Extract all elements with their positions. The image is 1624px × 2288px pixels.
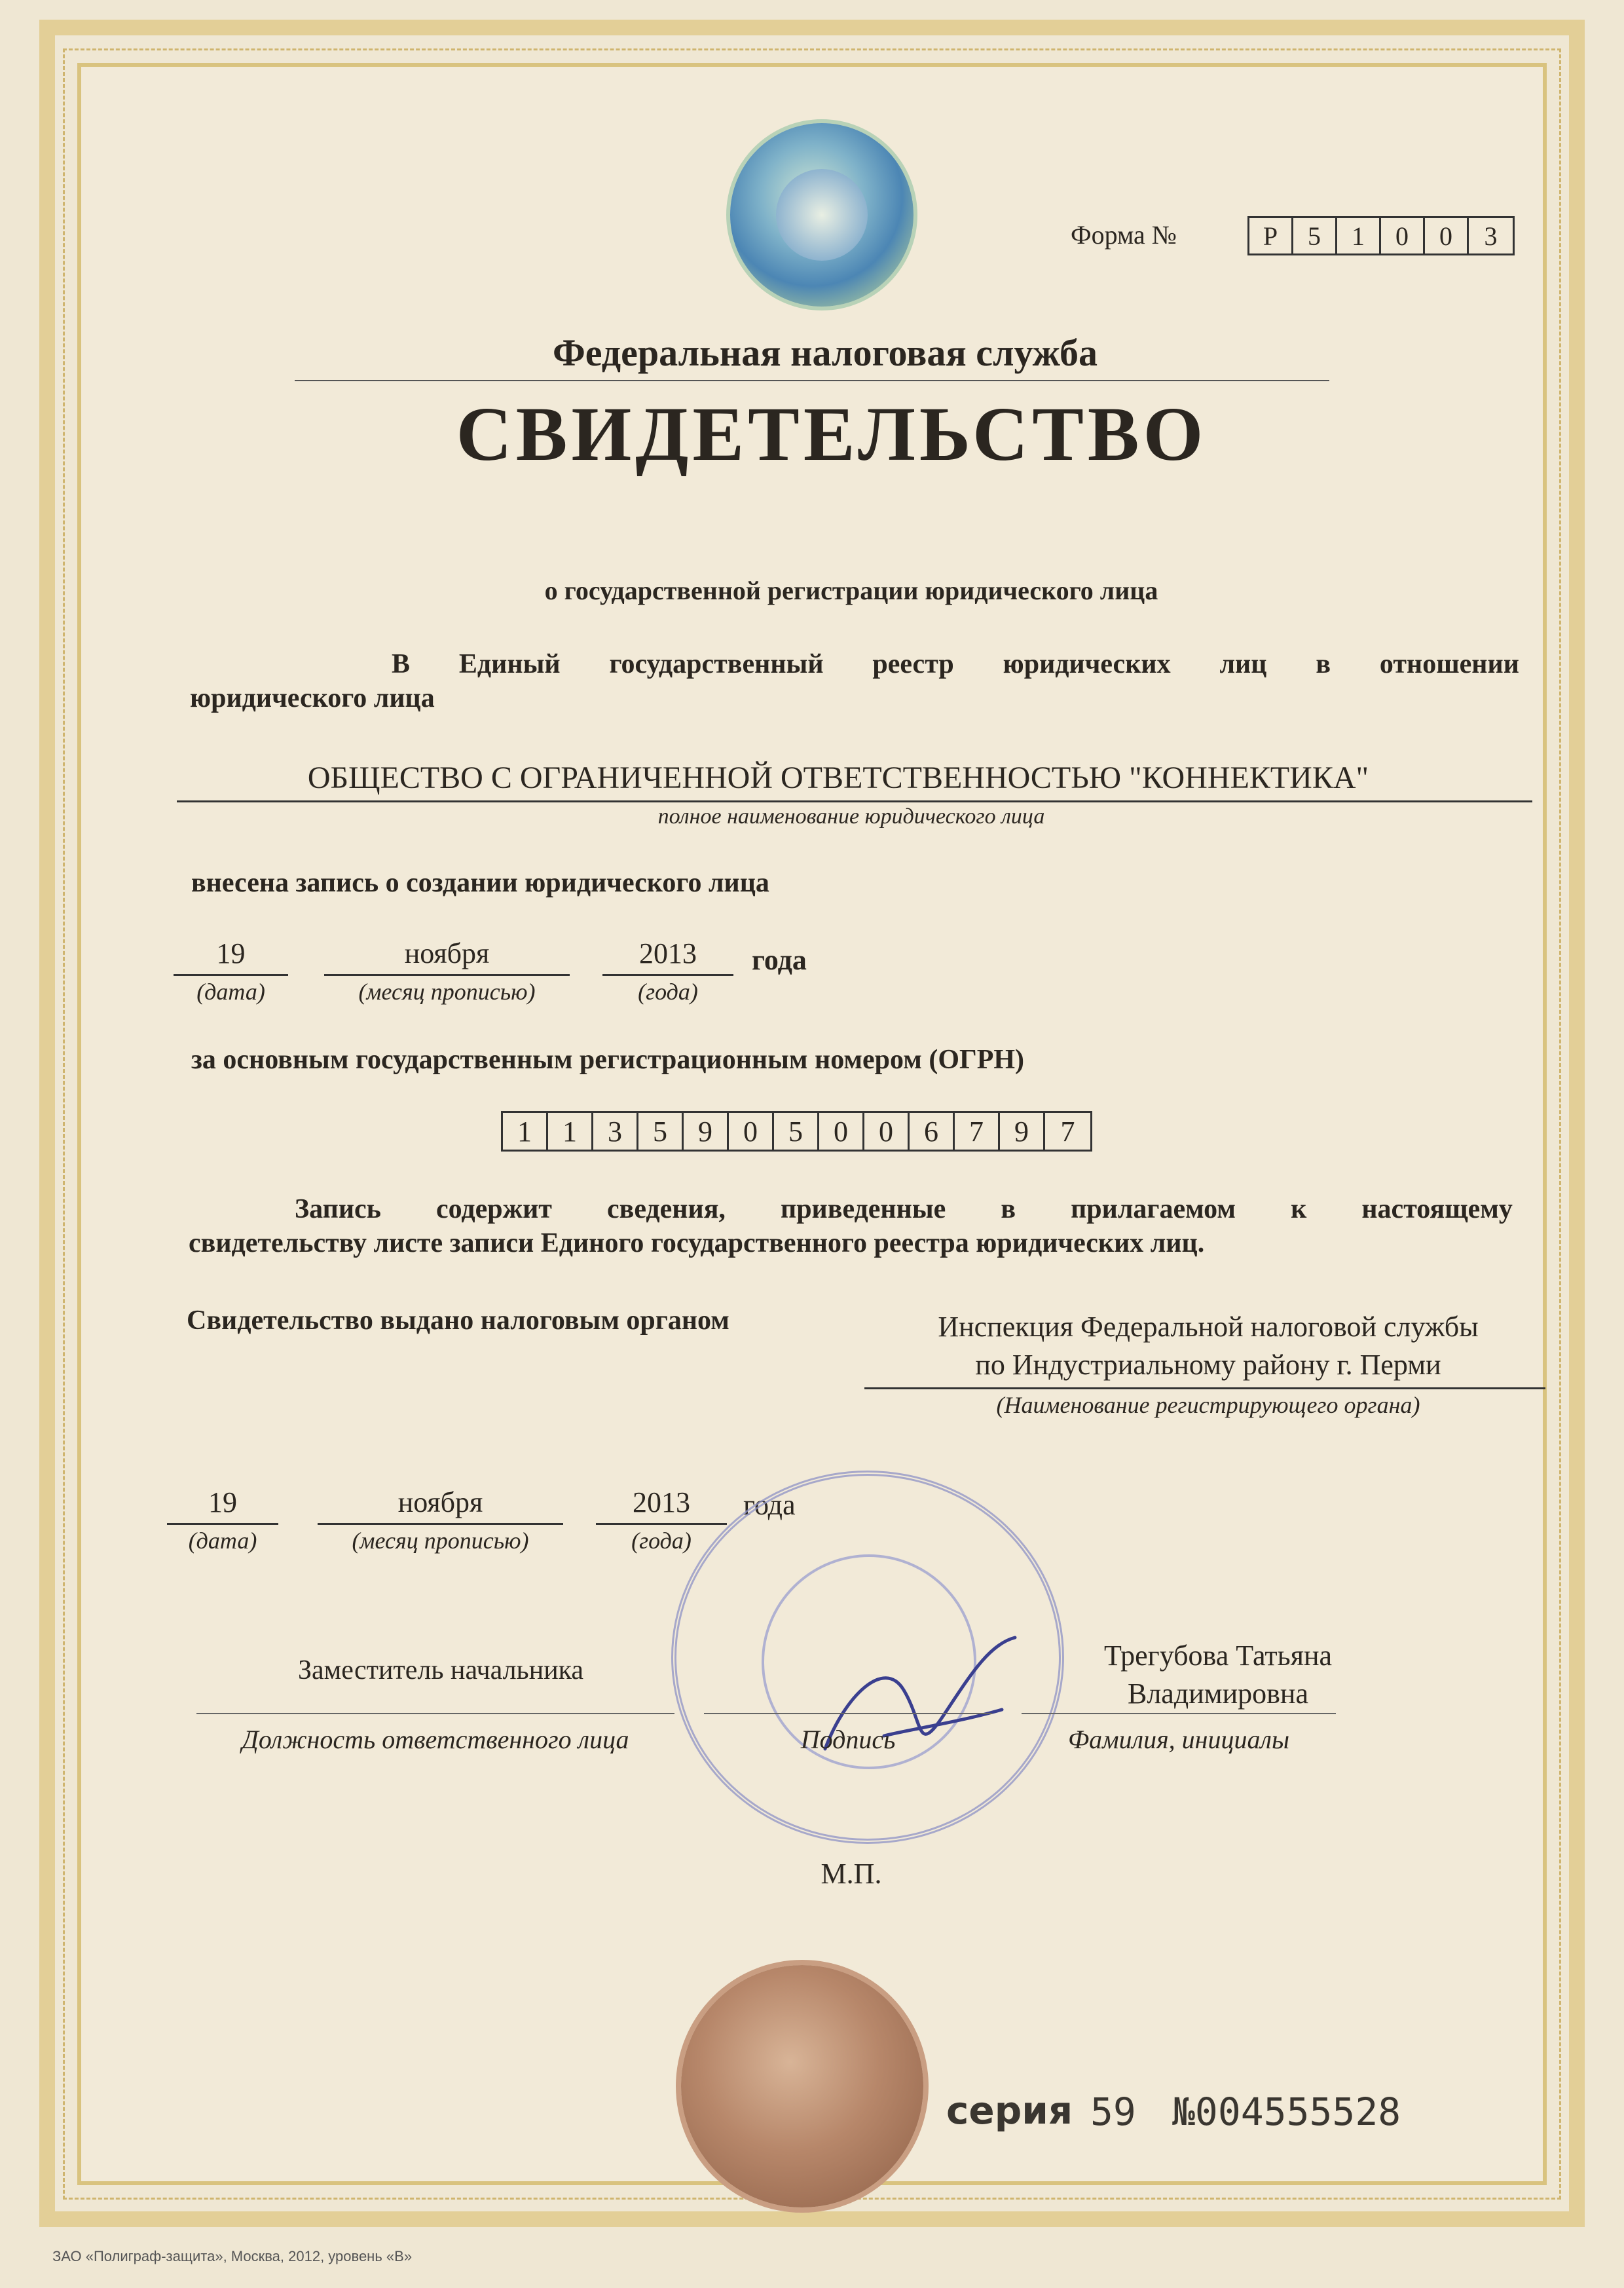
serial-number: №004555528 [1172,2090,1401,2134]
issuer-label: Свидетельство выдано налоговым органом [187,1305,729,1336]
date2-year-caption: (года) [631,1528,692,1554]
official-name-line-2: Владимировна [1127,1678,1308,1710]
date2-year: 2013 [633,1486,690,1518]
form-digit: 0 [1381,218,1425,253]
name-caption: Фамилия, инициалы [1067,1725,1290,1754]
date1-day-caption: (дата) [196,979,265,1005]
date1-year-rule [602,974,733,976]
ogrn-digit: 5 [638,1113,684,1150]
ogrn-digit: 1 [548,1113,593,1150]
stamp-place: М.П. [821,1858,882,1890]
intro-line-2: юридического лица [190,683,435,713]
printer-footer: ЗАО «Полиграф-защита», Москва, 2012, уровень «В» [52,2248,413,2264]
date2-year-rule [596,1523,727,1525]
date2-day: 19 [208,1486,237,1518]
series-label: серия [946,2088,1073,2133]
date1-month-caption: (месяц прописью) [358,979,536,1005]
certificate-title: СВИДЕТЕЛЬСТВО [456,391,1208,477]
ogrn-digit: 7 [1060,1115,1075,1148]
official-name-line-1: Трегубова Татьяна [1103,1640,1333,1672]
signature-caption: Подпись [800,1725,896,1754]
gold-emblem-seal-icon [681,1965,923,2207]
signature-rule [704,1713,992,1714]
form-number-cells [1247,216,1515,255]
hologram-emblem-icon [730,123,913,307]
form-digit: 3 [1484,221,1498,251]
issuer-line-1: Инспекция Федеральной налоговой службы [938,1311,1479,1343]
series-value: 59 [1090,2090,1136,2134]
date1-month-rule [324,974,570,976]
date1-month: ноября [404,937,490,969]
date1-year: 2013 [639,937,697,969]
date2-suffix: года [743,1489,796,1521]
record-text: внесена запись о создании юридического лица [191,868,769,898]
ogrn-digit: 3 [593,1113,638,1150]
ogrn-digit: 9 [684,1113,729,1150]
entity-name: ОБЩЕСТВО С ОГРАНИЧЕННОЙ ОТВЕТСТВЕННОСТЬЮ "КОННЕКТИКА" [307,760,1369,795]
date2-day-caption: (дата) [188,1528,257,1554]
intro-line-1: В Единый государственный реестр юридических лиц в отношении [392,649,1519,679]
name-rule [1022,1713,1336,1714]
ogrn-cells [501,1111,1092,1152]
ogrn-digit: 5 [774,1113,819,1150]
date1-suffix: года [752,944,807,976]
contents-line-2: свидетельству листе записи Единого государственного реестра юридических лиц. [189,1228,1205,1258]
issuer-rule [864,1387,1545,1389]
contents-line-1: Запись содержит сведения, приведенные в прилагаемом к настоящему [295,1194,1513,1224]
position-caption: Должность ответственного лица [242,1725,629,1754]
form-digit: 1 [1337,218,1381,253]
date2-day-rule [167,1523,278,1525]
issuer-caption: (Наименование регистрирующего органа) [996,1392,1420,1418]
form-digit: Р [1249,218,1293,253]
date2-month-rule [318,1523,563,1525]
ogrn-digit: 1 [503,1113,548,1150]
ogrn-digit: 7 [955,1113,1000,1150]
ogrn-digit: 0 [864,1113,910,1150]
date2-month: ноября [397,1486,483,1518]
ogrn-digit: 6 [910,1113,955,1150]
entity-caption: полное наименование юридического лица [657,804,1045,829]
position-rule [196,1713,674,1714]
agency-name: Федеральная налоговая служба [552,331,1098,374]
ogrn-digit: 9 [1000,1113,1045,1150]
issuer-line-2: по Индустриальному району г. Перми [975,1349,1441,1381]
entity-rule [177,800,1532,802]
ogrn-label: за основным государственным регистрационным номером (ОГРН) [191,1045,1025,1075]
form-label: Форма № [1071,220,1177,250]
ogrn-digit: 0 [729,1113,774,1150]
date1-year-caption: (года) [638,979,698,1005]
ogrn-digit: 0 [819,1113,864,1150]
official-position: Заместитель начальника [298,1655,584,1685]
date2-month-caption: (месяц прописью) [352,1528,529,1554]
certificate-subtitle: о государственной регистрации юридического лица [544,576,1158,605]
header-rule [295,380,1329,381]
date1-day-rule [174,974,288,976]
form-digit: 5 [1293,218,1337,253]
date1-day: 19 [216,937,246,969]
form-digit: 0 [1425,218,1469,253]
